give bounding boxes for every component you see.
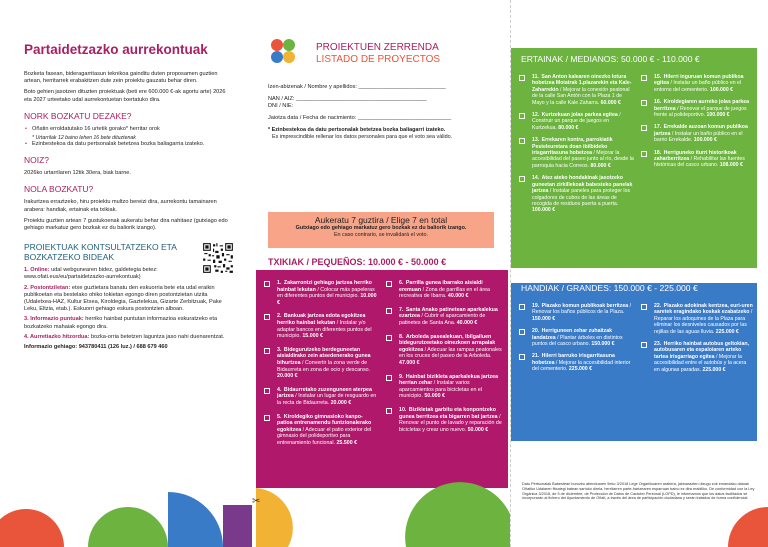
project-item [641, 99, 753, 118]
project-item [386, 334, 502, 367]
page-title: Partaidetzazko aurrekontuak [24, 42, 208, 57]
panel-info [0, 0, 252, 547]
when-text: 2026ko urtarrilaren 12tik 30era, biak barne. [24, 170, 131, 177]
project-item [641, 150, 753, 169]
how-heading: NOLA BOZKATU? [24, 184, 94, 195]
contact-info-points-label: 3. Informazio puntuak: [24, 316, 84, 323]
project-title-es: / Instalar y/o adaptar bancos en diferentes puntos del municipio. [277, 319, 372, 340]
project-title-eu: Plazako komun publikoak berritzea [541, 303, 629, 309]
contact-appointment [24, 334, 234, 341]
project-price: 225.000 € [568, 366, 592, 373]
list-title-eu: PROIEKTUEN ZERRENDA [316, 42, 439, 53]
project-title-eu: Zakarrontzi gehiago jartzea herriko hainbat lekutan [277, 280, 372, 293]
project-item [519, 353, 635, 372]
project-title-es: / Reparar los adoquines de la Plaza para eliminar los desniveles causados por las rejillas de las aguas lluvia. [654, 309, 753, 335]
vote-checkbox[interactable] [641, 75, 647, 81]
contact-appointment-label: 4. Aurretiazko hitzordua: [24, 333, 90, 340]
small-projects-title: TXIKIAK / PEQUEÑOS: 10.000 € - 50.000 € [268, 257, 447, 267]
project-title-eu: Herriko hainbat autobus geltokian, autobusaren eta espaloiaren arteko tartea irisgarriago egitea [654, 341, 749, 360]
vote-title: Aukeratu 7 guztira / Elige 7 en total [314, 215, 448, 225]
scissors-icon: ✂ [252, 496, 261, 507]
project-item [519, 328, 635, 347]
small-projects-left [264, 280, 378, 453]
project-title-es: / Zona de parrillas en el área recreativa de Ibarra. [399, 286, 490, 300]
nan-field[interactable]: NAN / AIZ: __________________________________________ [268, 96, 427, 102]
project-price: 80.000 € [558, 124, 579, 131]
dni-label: DNI / NIE: [268, 103, 294, 109]
vote-checkbox[interactable] [641, 342, 647, 348]
medium-projects-right [641, 74, 753, 175]
projects-logo-icon [270, 38, 296, 64]
intro-text-1: Bozketa fasean, bideragarritasun teknikoa gainditu duten proposamen guztien artean, herritarrek erabakitzen dute zein proiektu gauzatu behar diren. [24, 71, 218, 85]
project-number: 3. [277, 346, 283, 353]
large-projects-right [641, 303, 753, 379]
project-title-es: / Rehabilitar las fuentes históricas del casco urbano. [654, 156, 745, 169]
list-title [316, 42, 440, 66]
project-title-es: / Adecuar el patio exterior del gimnasio del polideportivo para entrenamiento funcional. [277, 426, 372, 446]
project-price: 100.000 € [532, 207, 556, 214]
project-price: 50.000 € [424, 393, 445, 400]
project-item [519, 137, 635, 169]
project-title-es: / Renovar el parque de juegos frente al polideportivo. [654, 105, 747, 119]
project-item [386, 280, 502, 300]
project-number: 10. [399, 406, 408, 413]
vote-checkbox[interactable] [641, 100, 647, 106]
decorative-shapes-left [0, 470, 252, 547]
who-bullet-1 [24, 126, 234, 133]
project-title-es: / Instalar varios aparcamientos para bicicletas en el municipio. [399, 380, 483, 400]
project-title-eu: Bidaurretako zuzenguneen aterpea jartzea [277, 386, 372, 400]
project-title-eu: Parrilla gunea ibarrako aisialdi eremuan [399, 280, 483, 293]
vote-checkbox[interactable] [519, 176, 525, 182]
project-title-eu: Arboleda pasealekuan, ibilgailuen bidegurutzeetako oinezkoen arrapalak egokitzea [399, 333, 496, 353]
who-bullet-1-text: Oñatin erroldatutako 16 urtetik gorako* herritar orok [32, 125, 160, 132]
project-number: 14. [532, 175, 541, 182]
vote-checkbox[interactable] [264, 314, 270, 320]
contact-appointment-text: bozka-orria betetzen laguntza jaso nahi duenarentzat. [90, 333, 225, 340]
vote-checkbox[interactable] [519, 75, 525, 81]
vote-checkbox[interactable] [386, 375, 392, 381]
project-price: 100.000 € [709, 86, 734, 93]
project-title-eu: Bankuak jartzea edota egokitzea herriko hainbat lekutan [277, 313, 366, 326]
vote-instructions [268, 212, 494, 248]
project-item [519, 303, 635, 322]
personal-data-note [268, 127, 498, 141]
project-number: 13. [532, 137, 541, 144]
intro-text-2: Boto gehien jasotzen dituzten proiektuak (beti ere 600.000 €-ak agortu arte) 2026 eta 2027 urteetako udal aurrekontuetan txertatuko dira. [24, 89, 226, 103]
project-title-es: / Renovar el punto de lavado y reparación de bicicletas y crear uno nuevo. [399, 413, 502, 433]
vote-checkbox[interactable] [264, 415, 270, 421]
when-heading: NOIZ? [24, 155, 50, 166]
name-field[interactable]: Izen-abizenak / Nombre y apellidos: ____________________________ [268, 84, 446, 90]
large-projects-left [519, 303, 635, 379]
project-item [641, 303, 753, 335]
more-info: Informazio gehiago: 943780411 (126 luz.) / 688 679 460 [24, 344, 168, 351]
project-item [641, 341, 753, 373]
project-item [264, 280, 378, 306]
who-bullet-2-text: Ezinbestekoa da datu pertsonalak betetzea bozka baliagarria izateko. [32, 141, 205, 148]
small-projects-right [386, 280, 502, 440]
project-number: 17. [654, 124, 663, 131]
vote-checkbox[interactable] [519, 304, 525, 310]
medium-projects-block [511, 48, 757, 268]
birthdate-field[interactable]: Jaiotza data / Fecha de nacimiento: ______________________________ [268, 115, 452, 121]
project-item [264, 347, 378, 380]
how-text-1: Irakurtzea erraztzeko, hiru proiektu multzo bereizi dira, aurrekontu tamainaren arabera: handiak, ertainak eta txikiak. [24, 199, 217, 213]
vote-checkbox[interactable] [264, 348, 270, 354]
project-title-es: / Construir un parque de juegos en Kurtzekua. [532, 112, 621, 131]
decorative-shapes-middle [256, 474, 510, 547]
project-item [519, 74, 635, 106]
ballot-form [268, 84, 498, 146]
project-price: 10.000 € [277, 293, 377, 306]
decorative-shapes-right [510, 470, 768, 547]
contact-info-points [24, 316, 234, 330]
vote-checkbox[interactable] [641, 125, 647, 131]
project-title-es: / Convertir la zona verde de Bidaurreta en zona de ocio y descanso. [277, 359, 371, 373]
project-title-es: / Instalar un lugar de resguardo en la recta de Bidaurreta. [277, 393, 377, 406]
project-number: 22. [654, 303, 663, 309]
project-price: 150.000 € [591, 341, 615, 348]
qr-code-icon[interactable] [202, 242, 234, 274]
vote-checkbox[interactable] [386, 281, 392, 287]
project-number: 5. [277, 413, 283, 420]
vote-checkbox[interactable] [641, 151, 647, 157]
project-item [264, 387, 378, 407]
project-item [386, 407, 502, 433]
project-title-es: / Instalar paneles para proteger los colgadores de cubos de las áreas de recogida de residuos puerta a puerta. [532, 188, 631, 207]
contact-info-points-text: herriko hainbat puntutan informazioa eskuratzeko eta bozkatzeko mahaiak egongo dira. [24, 316, 218, 330]
project-title-es: / Mejorar la accesibilidad interior del cementerio. [532, 359, 631, 373]
project-price: 40.000 € [456, 319, 478, 326]
project-item [264, 414, 378, 447]
project-item [264, 313, 378, 339]
vote-checkbox[interactable] [386, 335, 392, 341]
project-item [641, 124, 753, 143]
project-item [641, 74, 753, 93]
project-title-es: / Cubrir el aparcamiento de patinetes de Santa Ana. [399, 313, 486, 326]
consult-heading: PROIEKTUAK KONTSULTATZEKO ETA BOZKATZEKO BIDEAK [24, 242, 177, 263]
project-number: 16. [654, 99, 663, 106]
project-number: 19. [532, 303, 541, 309]
project-title-es: / Mejorar la conexión peatonal de la calle San Antón con la Plaza 1 de Mayo y la calle Kale Zaharra. [532, 86, 630, 106]
project-title-es: / Instalar un baño público en el barrio Errekalde. [654, 130, 743, 144]
project-item [386, 374, 502, 400]
project-title-eu: Atez ateko hondakinak jasotzeko guneetan zirkillekoak babesteko panelak jartzea [532, 175, 633, 195]
project-price: 47.000 € [399, 359, 420, 366]
project-title-eu: Errekalde auzoan komun publikoa jartzea [654, 124, 748, 137]
project-number: 23. [654, 341, 663, 348]
project-title-eu: Plazako adokinak kentzea, euri-uren saretek eragindako koskak ezabatzeko [654, 303, 753, 316]
project-price: 225.000 € [702, 366, 726, 373]
project-title-eu: Errekaren kontra, parrokiatik Pesteleuretara doan ibilbideko irisgarritasuna hobetzea [532, 137, 613, 157]
personal-data-note-es: Es imprescindible rellenar los datos personales para que el voto sea válido. [272, 133, 453, 140]
who-bullet-2 [24, 141, 234, 148]
project-price: 60.000 € [600, 99, 621, 106]
contact-mailbox-label: 2. Postontziletan: [24, 284, 71, 291]
project-title-eu: Kiroldegiko gimnasioko kanpo-patioa entrenamendu funtzionalerako egokitzea [277, 413, 372, 433]
project-title-eu: San Anton kalearen oinezko lotura hobetzea Moiatrak 1.plazarekin eta Kale-Zaharrekin [532, 74, 632, 93]
project-title-eu: Bidegurutzeko berdeguneetan aisialdirako zein atsedenerako gunea bihurtzea [277, 346, 371, 366]
project-title-eu: Herriguneen zehar zuhaitzak landatzea [532, 328, 612, 341]
large-projects-title: HANDIAK / GRANDES: 150.000 € - 225.000 € [521, 283, 698, 293]
project-item [386, 307, 502, 327]
project-price: 100.000 € [706, 112, 730, 119]
legal-notice: Datu Pertsonalak Babesteari buruzko abenduaren 5eko 3/2018 Lege Organikoaren arabera, jakinarazten dizugu zuk emandako datuak Oñatiko Udalaren fitxategi batean sartuko direla, herritarren parte-hartzearen esparruan baino ez dira erabiliko. De conformidad con la Ley Orgánica 3/2018, de 5 de diciembre, de Protección de Datos de Carácter Personal (LOPD), le informamos que los datos facilitados se incorporarán al fichero del Ayuntamiento de Oñati, a través del área de participación ciudadana y serán tratados de forma confidencial. [522, 482, 755, 501]
vote-checkbox[interactable] [264, 281, 270, 287]
project-number: 4. [277, 386, 283, 393]
project-number: 20. [532, 328, 541, 335]
vote-sub-es: En caso contrario, se invalidará el voto. [333, 232, 429, 238]
medium-projects-left [519, 74, 635, 220]
consult-block [24, 242, 234, 262]
project-number: 1. [277, 280, 283, 286]
contact-mailbox [24, 285, 234, 314]
project-number: 21. [532, 353, 541, 360]
project-number: 2. [277, 313, 283, 320]
project-title-eu: Kurtzekuan jolas parkea egitea [541, 112, 618, 119]
vote-checkbox[interactable] [641, 304, 647, 310]
project-title-es: / Adecuar las rampas peatonales en los cruces del paseo de la Arboleda. [399, 346, 502, 360]
vote-checkbox[interactable] [264, 388, 270, 394]
project-title-eu: Hainbat bizikleta aparkalekua jartzea herrian zehar [399, 373, 499, 387]
project-title-es: / Instalar un baño público en el entorno del cementerio. [654, 80, 742, 93]
project-item [519, 175, 635, 213]
project-number: 18. [654, 149, 663, 156]
project-price: 80.000 € [590, 162, 611, 169]
project-item [519, 112, 635, 131]
personal-data-note-eu: * Ezinbestekoa da datu pertsonalak betetzea bozka baliagarri izateko. [268, 127, 446, 133]
project-number: 12. [532, 112, 541, 119]
project-title-es: / Mejorar la accesibilidad entre el autobús y la acera en algunas paradas. [654, 353, 747, 373]
project-number: 15. [654, 74, 663, 80]
project-title-eu: Hilerri inguruan komun publikoa egitea [654, 74, 744, 87]
how-text-2: Proiektu guztien artean 7 gustukoenak aukeratu behar dira nahitaez (gutxiago edo gehiago markatuz gero bozkak ez du baliorik izango). [24, 217, 228, 232]
project-number: 11. [532, 74, 541, 80]
project-title-eu: Hilerri barruko irisgarritasuna hobetzea [532, 353, 615, 366]
who-sub-note: * Urtarrilak 12 baino lehen 16 bete dituztenak [32, 135, 136, 142]
project-title-eu: Santa Anako patinetean aparkalekua ezartzea [399, 306, 498, 320]
project-title-eu: Herriguneko iturri historikoak zaharberritzea [654, 149, 737, 163]
project-price: 15.000 € [302, 333, 323, 340]
vote-checkbox[interactable] [386, 308, 392, 314]
contact-online-label: 1. Online: [24, 267, 50, 274]
large-projects-block [511, 283, 757, 441]
project-price: 50.000 € [467, 426, 489, 433]
list-title-es: LISTADO DE PROYECTOS [316, 54, 441, 65]
project-title-eu: Kiroldegiaren aurreko jolas parkea berritzea [654, 99, 749, 112]
project-price: 225.000 € [715, 328, 739, 335]
project-title-es: / Mejorar la accesibilidad del paseo junto al río, desde la parroquia hacia Correos. [532, 150, 634, 169]
who-heading: NORK BOZKATU DEZAKE? [24, 110, 132, 121]
medium-projects-title: ERTAINAK / MEDIANOS: 50.000 € - 110.000 € [521, 54, 700, 64]
project-price: 40.000 € [447, 293, 469, 300]
project-price: 150.000 € [532, 315, 556, 322]
project-price: 25.500 € [336, 439, 358, 446]
vote-checkbox[interactable] [519, 329, 525, 335]
small-projects-block [256, 270, 508, 474]
vote-checkbox[interactable] [519, 138, 525, 144]
project-number: 7. [399, 306, 405, 313]
contact-online-text[interactable]: udal webgunearen bidez, galdetegia betez: www.ofati.eus/eu/partaidetzazko-aurrekontuak) [24, 267, 158, 281]
info-content [24, 42, 234, 354]
project-title-es: / Plantar árboles en distintos puntos del casco urbano. [532, 334, 623, 348]
project-number: 9. [399, 373, 405, 380]
vote-checkbox[interactable] [519, 113, 525, 119]
project-price: 20.000 € [277, 373, 298, 380]
project-title-es: / Colocar más papeleras en diferentes puntos del municipio. [277, 286, 375, 300]
contact-mailbox-text: etxe guztietara banatu den eskuorria bete eta udal eraikin publikoetan eta bestelako ohiko tokietan egongo diren postontzietan utzita (Udaletxea-HAZ, Kultur Etxea, Kiroldegia, Gaztelekua, Gizarte Zerbitzuak, Pake Leku, Eltzia, etab.). Eskuorri gehiago eskura postontzien alboan. [24, 284, 222, 313]
project-price: 100.000 € [693, 137, 717, 144]
vote-checkbox[interactable] [519, 354, 525, 360]
project-price: 20.000 € [330, 399, 352, 406]
vote-sub-eu: Gutxiago edo gehiago markatuz gero bozkak ez du baliorik izango. [295, 225, 467, 231]
project-number: 8. [399, 333, 405, 340]
project-number: 6. [399, 280, 405, 286]
project-price: 108.000 € [719, 162, 743, 169]
project-title-eu: Bizikletak garbitu eta konpontzeko gunea berritzea eta bigarren bat jartzea [399, 406, 498, 420]
vote-checkbox[interactable] [386, 408, 392, 414]
project-title-es: / Renovar los baños públicos de la Plaza. [532, 303, 632, 316]
